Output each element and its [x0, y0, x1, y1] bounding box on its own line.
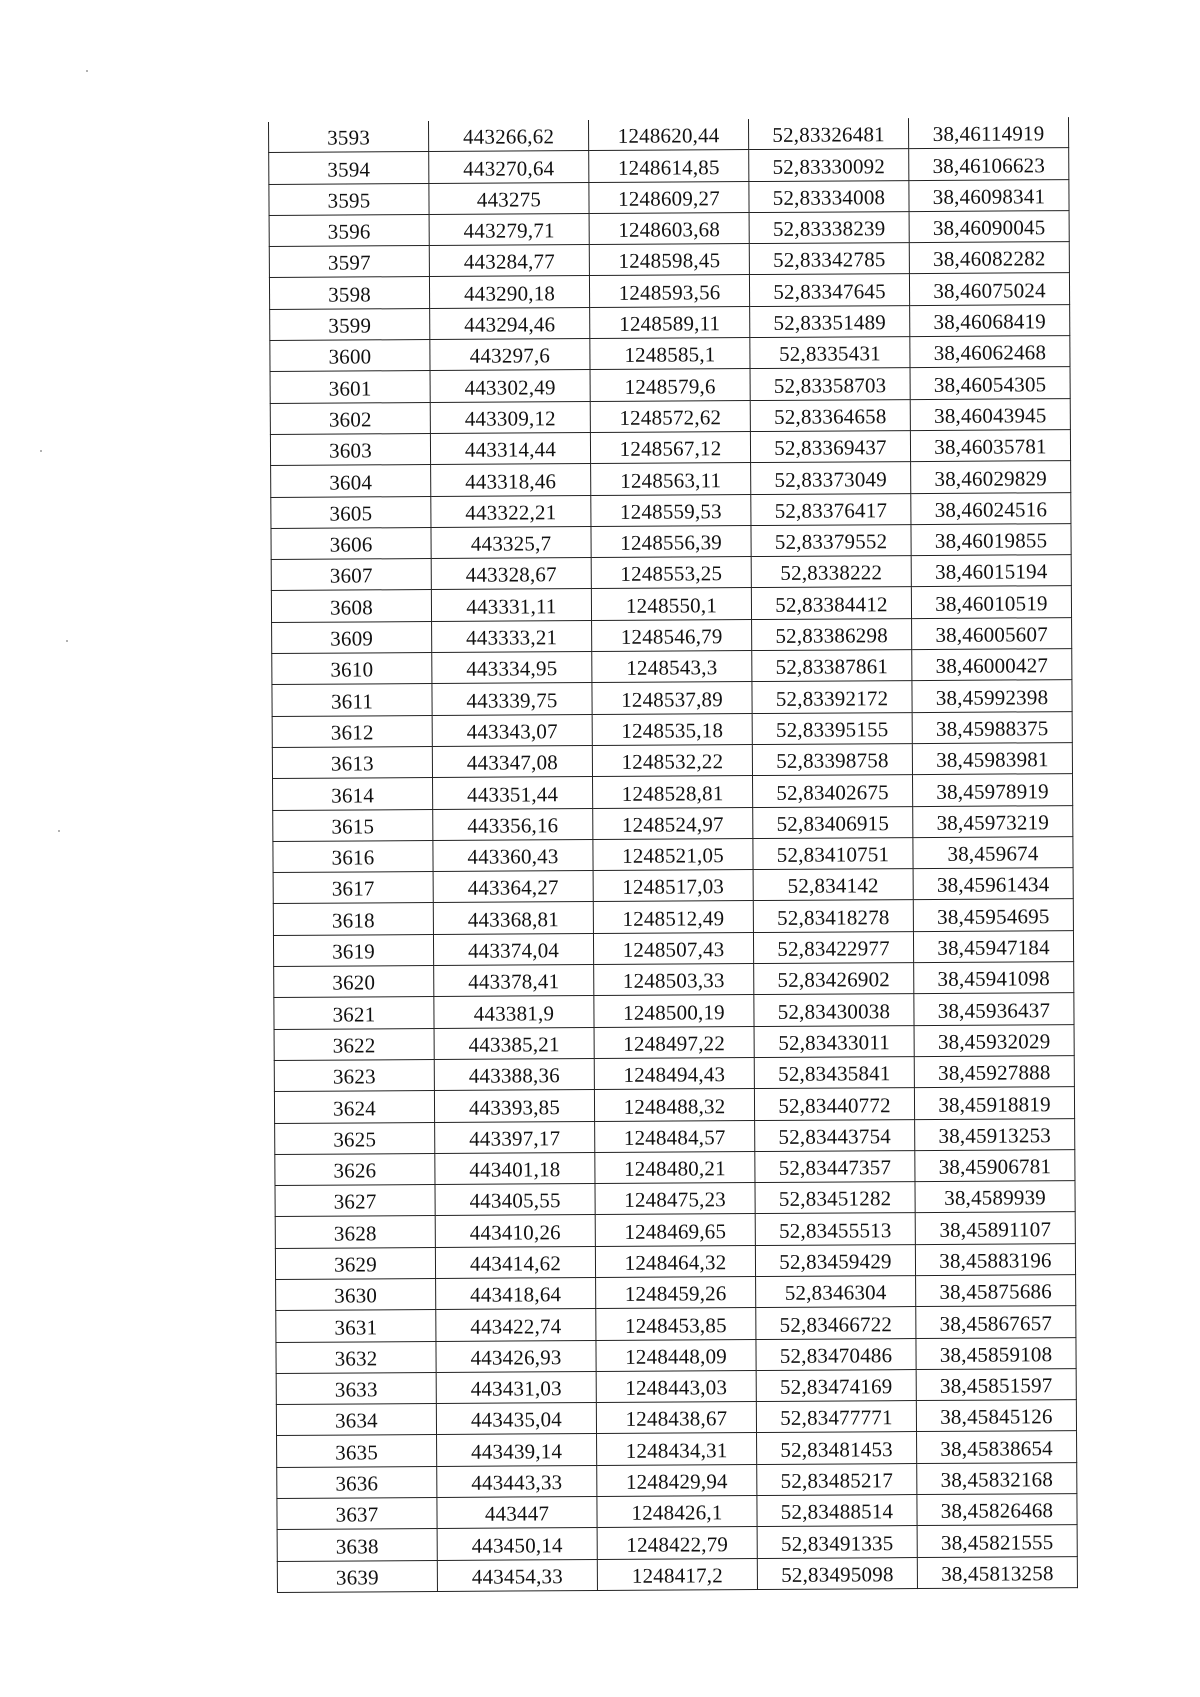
y-coordinate-cell: 1248507,43: [593, 932, 753, 964]
longitude-cell: 38,4589939: [915, 1181, 1075, 1213]
longitude-cell: 38,45838654: [917, 1431, 1077, 1463]
y-coordinate-cell: 1248585,1: [590, 338, 750, 370]
y-coordinate-cell: 1248572,62: [590, 400, 750, 432]
latitude-cell: 52,83326481: [748, 118, 908, 150]
latitude-cell: 52,83369437: [750, 431, 910, 463]
y-coordinate-cell: 1248512,49: [593, 901, 753, 933]
point-number-cell: 3623: [274, 1059, 434, 1091]
latitude-cell: 52,83422977: [753, 931, 913, 963]
x-coordinate-cell: 443284,77: [429, 245, 589, 277]
x-coordinate-cell: 443414,62: [435, 1246, 595, 1278]
longitude-cell: 38,46068419: [910, 304, 1070, 336]
latitude-cell: 52,834142: [753, 869, 913, 901]
x-coordinate-cell: 443374,04: [433, 933, 593, 965]
x-coordinate-cell: 443418,64: [436, 1278, 596, 1310]
y-coordinate-cell: 1248598,45: [589, 244, 749, 276]
latitude-cell: 52,8346304: [756, 1276, 916, 1308]
longitude-cell: 38,45947184: [913, 930, 1073, 962]
latitude-cell: 52,83435841: [754, 1056, 914, 1088]
table-row: [269, 117, 1069, 153]
table-row: [269, 273, 1069, 309]
x-coordinate-cell: 443381,9: [434, 996, 594, 1028]
y-coordinate-cell: 1248593,56: [589, 275, 749, 307]
table-row: [271, 461, 1071, 497]
point-number-cell: 3620: [274, 966, 434, 998]
table-row: [271, 555, 1071, 591]
latitude-cell: 52,83379552: [751, 524, 911, 556]
x-coordinate-cell: 443405,55: [435, 1184, 595, 1216]
latitude-cell: 52,83488514: [757, 1495, 917, 1527]
y-coordinate-cell: 1248563,11: [591, 463, 751, 495]
latitude-cell: 52,83364658: [750, 399, 910, 431]
x-coordinate-cell: 443435,04: [436, 1403, 596, 1435]
table-row: [272, 649, 1072, 685]
table-row: [270, 304, 1070, 340]
point-number-cell: 3638: [277, 1529, 437, 1561]
table-row: [274, 1024, 1074, 1060]
x-coordinate-cell: 443343,07: [432, 714, 592, 746]
table-row: [275, 1181, 1075, 1217]
longitude-cell: 38,46019855: [911, 523, 1071, 555]
scan-speck: [40, 450, 42, 452]
latitude-cell: 52,83406915: [753, 806, 913, 838]
longitude-cell: 38,45941098: [914, 962, 1074, 994]
longitude-cell: 38,46054305: [910, 367, 1070, 399]
table-row: [276, 1400, 1076, 1436]
longitude-cell: 38,46062468: [910, 336, 1070, 368]
y-coordinate-cell: 1248550,1: [591, 588, 751, 620]
point-number-cell: 3613: [272, 746, 432, 778]
table-row: [277, 1556, 1077, 1592]
table-row: [275, 1118, 1075, 1154]
y-coordinate-cell: 1248438,67: [596, 1402, 756, 1434]
y-coordinate-cell: 1248537,89: [592, 682, 752, 714]
y-coordinate-cell: 1248567,12: [590, 432, 750, 464]
latitude-cell: 52,83474169: [756, 1369, 916, 1401]
table-row: [275, 1149, 1075, 1185]
latitude-cell: 52,83451282: [755, 1182, 915, 1214]
longitude-cell: 38,45826468: [917, 1494, 1077, 1526]
table-row: [271, 492, 1071, 528]
x-coordinate-cell: 443270,64: [429, 151, 589, 183]
point-number-cell: 3626: [275, 1153, 435, 1185]
x-coordinate-cell: 443385,21: [434, 1027, 594, 1059]
latitude-cell: 52,8338222: [751, 556, 911, 588]
table-row: [270, 430, 1070, 466]
point-number-cell: 3594: [269, 152, 429, 184]
point-number-cell: 3627: [275, 1185, 435, 1217]
longitude-cell: 38,46043945: [910, 398, 1070, 430]
latitude-cell: 52,83402675: [753, 775, 913, 807]
point-number-cell: 3634: [276, 1404, 436, 1436]
x-coordinate-cell: 443294,46: [430, 307, 590, 339]
longitude-cell: 38,45913253: [915, 1118, 1075, 1150]
x-coordinate-cell: 443388,36: [434, 1058, 594, 1090]
point-number-cell: 3629: [275, 1247, 435, 1279]
scan-speck: [86, 70, 88, 72]
y-coordinate-cell: 1248488,32: [594, 1089, 754, 1121]
point-number-cell: 3606: [271, 527, 431, 559]
latitude-cell: 52,83392172: [752, 681, 912, 713]
y-coordinate-cell: 1248553,25: [591, 557, 751, 589]
point-number-cell: 3595: [269, 183, 429, 215]
point-number-cell: 3631: [276, 1310, 436, 1342]
table-row: [277, 1525, 1077, 1561]
point-number-cell: 3611: [272, 684, 432, 716]
longitude-cell: 38,45821555: [917, 1525, 1077, 1557]
point-number-cell: 3617: [273, 872, 433, 904]
scan-speck: [58, 830, 60, 832]
table-row: [273, 774, 1073, 810]
y-coordinate-cell: 1248475,23: [595, 1183, 755, 1215]
coordinates-table: [268, 117, 1078, 1593]
x-coordinate-cell: 443378,41: [434, 965, 594, 997]
table-row: [269, 179, 1069, 215]
latitude-cell: 52,83491335: [757, 1526, 917, 1558]
y-coordinate-cell: 1248579,6: [590, 369, 750, 401]
x-coordinate-cell: 443351,44: [433, 777, 593, 809]
latitude-cell: 52,83430038: [754, 994, 914, 1026]
y-coordinate-cell: 1248426,1: [597, 1496, 757, 1528]
point-number-cell: 3625: [275, 1122, 435, 1154]
longitude-cell: 38,46029829: [911, 461, 1071, 493]
longitude-cell: 38,45954695: [913, 899, 1073, 931]
x-coordinate-cell: 443347,08: [432, 745, 592, 777]
latitude-cell: 52,83347645: [749, 274, 909, 306]
table-row: [270, 398, 1070, 434]
y-coordinate-cell: 1248524,97: [593, 807, 753, 839]
x-coordinate-cell: 443333,21: [432, 620, 592, 652]
table-row: [276, 1306, 1076, 1342]
x-coordinate-cell: 443339,75: [432, 683, 592, 715]
y-coordinate-cell: 1248543,3: [592, 651, 752, 683]
longitude-cell: 38,459674: [913, 836, 1073, 868]
point-number-cell: 3602: [270, 402, 430, 434]
latitude-cell: 52,83410751: [753, 837, 913, 869]
table-row: [274, 962, 1074, 998]
latitude-cell: 52,8335431: [750, 337, 910, 369]
table-row: [272, 711, 1072, 747]
x-coordinate-cell: 443279,71: [429, 213, 589, 245]
y-coordinate-cell: 1248422,79: [597, 1527, 757, 1559]
longitude-cell: 38,46024516: [911, 492, 1071, 524]
longitude-cell: 38,45973219: [913, 805, 1073, 837]
y-coordinate-cell: 1248589,11: [590, 306, 750, 338]
table-row: [277, 1494, 1077, 1530]
y-coordinate-cell: 1248609,27: [589, 181, 749, 213]
table-row: [272, 617, 1072, 653]
y-coordinate-cell: 1248535,18: [592, 713, 752, 745]
x-coordinate-cell: 443328,67: [431, 558, 591, 590]
point-number-cell: 3622: [274, 1028, 434, 1060]
y-coordinate-cell: 1248603,68: [589, 212, 749, 244]
x-coordinate-cell: 443443,33: [437, 1465, 597, 1497]
point-number-cell: 3610: [272, 653, 432, 685]
longitude-cell: 38,45932029: [914, 1024, 1074, 1056]
table-row: [273, 868, 1073, 904]
longitude-cell: 38,45813258: [917, 1556, 1077, 1588]
point-number-cell: 3618: [273, 903, 433, 935]
x-coordinate-cell: 443439,14: [437, 1434, 597, 1466]
point-number-cell: 3616: [273, 840, 433, 872]
point-number-cell: 3601: [270, 371, 430, 403]
latitude-cell: 52,83398758: [752, 744, 912, 776]
x-coordinate-cell: 443290,18: [429, 276, 589, 308]
latitude-cell: 52,83418278: [753, 900, 913, 932]
y-coordinate-cell: 1248464,32: [595, 1245, 755, 1277]
point-number-cell: 3596: [269, 214, 429, 246]
x-coordinate-cell: 443397,17: [435, 1121, 595, 1153]
longitude-cell: 38,46000427: [912, 649, 1072, 681]
latitude-cell: 52,83481453: [757, 1432, 917, 1464]
table-row: [273, 899, 1073, 935]
longitude-cell: 38,46075024: [909, 273, 1069, 305]
x-coordinate-cell: 443322,21: [431, 495, 591, 527]
point-number-cell: 3633: [276, 1372, 436, 1404]
point-number-cell: 3632: [276, 1341, 436, 1373]
latitude-cell: 52,83338239: [749, 211, 909, 243]
point-number-cell: 3609: [272, 621, 432, 653]
point-number-cell: 3619: [273, 934, 433, 966]
y-coordinate-cell: 1248521,05: [593, 838, 753, 870]
point-number-cell: 3630: [276, 1278, 436, 1310]
y-coordinate-cell: 1248429,94: [597, 1464, 757, 1496]
point-number-cell: 3636: [277, 1466, 437, 1498]
x-coordinate-cell: 443410,26: [435, 1215, 595, 1247]
latitude-cell: 52,83395155: [752, 712, 912, 744]
longitude-cell: 38,46005607: [912, 617, 1072, 649]
point-number-cell: 3608: [271, 590, 431, 622]
latitude-cell: 52,83376417: [751, 493, 911, 525]
point-number-cell: 3615: [273, 809, 433, 841]
x-coordinate-cell: 443334,95: [432, 652, 592, 684]
point-number-cell: 3605: [271, 496, 431, 528]
latitude-cell: 52,83443754: [755, 1119, 915, 1151]
table-row: [270, 367, 1070, 403]
latitude-cell: 52,83447357: [755, 1150, 915, 1182]
table-row: [273, 836, 1073, 872]
x-coordinate-cell: 443431,03: [436, 1371, 596, 1403]
point-number-cell: 3635: [277, 1435, 437, 1467]
point-number-cell: 3639: [277, 1560, 437, 1592]
longitude-cell: 38,45875686: [916, 1275, 1076, 1307]
y-coordinate-cell: 1248532,22: [592, 744, 752, 776]
latitude-cell: 52,83440772: [754, 1088, 914, 1120]
x-coordinate-cell: 443368,81: [433, 902, 593, 934]
latitude-cell: 52,83387861: [752, 650, 912, 682]
table-row: [275, 1243, 1075, 1279]
x-coordinate-cell: 443331,11: [431, 589, 591, 621]
longitude-cell: 38,46035781: [910, 430, 1070, 462]
longitude-cell: 38,46098341: [909, 179, 1069, 211]
longitude-cell: 38,45927888: [914, 1055, 1074, 1087]
longitude-cell: 38,46114919: [908, 117, 1068, 149]
latitude-cell: 52,83358703: [750, 368, 910, 400]
x-coordinate-cell: 443422,74: [436, 1309, 596, 1341]
table-row: [276, 1368, 1076, 1404]
table-row: [274, 1055, 1074, 1091]
longitude-cell: 38,46106623: [909, 148, 1069, 180]
point-number-cell: 3598: [269, 277, 429, 309]
point-number-cell: 3614: [273, 778, 433, 810]
table-row: [269, 210, 1069, 246]
latitude-cell: 52,83459429: [755, 1244, 915, 1276]
point-number-cell: 3612: [272, 715, 432, 747]
y-coordinate-cell: 1248494,43: [594, 1057, 754, 1089]
y-coordinate-cell: 1248497,22: [594, 1026, 754, 1058]
point-number-cell: 3593: [269, 121, 429, 153]
latitude-cell: 52,83384412: [751, 587, 911, 619]
x-coordinate-cell: 443314,44: [430, 433, 590, 465]
latitude-cell: 52,83330092: [749, 149, 909, 181]
y-coordinate-cell: 1248517,03: [593, 870, 753, 902]
y-coordinate-cell: 1248417,2: [597, 1558, 757, 1590]
longitude-cell: 38,45978919: [912, 774, 1072, 806]
y-coordinate-cell: 1248500,19: [594, 995, 754, 1027]
table-row: [274, 993, 1074, 1029]
x-coordinate-cell: 443401,18: [435, 1152, 595, 1184]
longitude-cell: 38,45867657: [916, 1306, 1076, 1338]
table-row: [273, 805, 1073, 841]
x-coordinate-cell: 443364,27: [433, 871, 593, 903]
latitude-cell: 52,83470486: [756, 1338, 916, 1370]
table-row: [273, 930, 1073, 966]
x-coordinate-cell: 443325,7: [431, 526, 591, 558]
x-coordinate-cell: 443302,49: [430, 370, 590, 402]
y-coordinate-cell: 1248480,21: [595, 1151, 755, 1183]
longitude-cell: 38,45992398: [912, 680, 1072, 712]
latitude-cell: 52,83466722: [756, 1307, 916, 1339]
point-number-cell: 3637: [277, 1498, 437, 1530]
y-coordinate-cell: 1248503,33: [594, 964, 754, 996]
longitude-cell: 38,45936437: [914, 993, 1074, 1025]
longitude-cell: 38,45961434: [913, 868, 1073, 900]
table-row: [274, 1087, 1074, 1123]
x-coordinate-cell: 443309,12: [430, 401, 590, 433]
x-coordinate-cell: 443393,85: [434, 1090, 594, 1122]
point-number-cell: 3621: [274, 997, 434, 1029]
x-coordinate-cell: 443426,93: [436, 1340, 596, 1372]
table-row: [271, 523, 1071, 559]
latitude-cell: 52,83426902: [754, 963, 914, 995]
longitude-cell: 38,45832168: [917, 1462, 1077, 1494]
scan-speck: [66, 640, 68, 642]
longitude-cell: 38,46015194: [911, 555, 1071, 587]
y-coordinate-cell: 1248559,53: [591, 494, 751, 526]
table-row: [270, 336, 1070, 372]
y-coordinate-cell: 1248469,65: [595, 1214, 755, 1246]
point-number-cell: 3603: [270, 433, 430, 465]
longitude-cell: 38,45906781: [915, 1149, 1075, 1181]
point-number-cell: 3628: [275, 1216, 435, 1248]
y-coordinate-cell: 1248528,81: [593, 776, 753, 808]
point-number-cell: 3607: [271, 559, 431, 591]
longitude-cell: 38,45859108: [916, 1337, 1076, 1369]
y-coordinate-cell: 1248620,44: [588, 119, 748, 151]
y-coordinate-cell: 1248614,85: [589, 150, 749, 182]
x-coordinate-cell: 443356,16: [433, 808, 593, 840]
point-number-cell: 3624: [274, 1091, 434, 1123]
x-coordinate-cell: 443275: [429, 182, 589, 214]
longitude-cell: 38,45891107: [915, 1212, 1075, 1244]
longitude-cell: 38,45983981: [912, 743, 1072, 775]
latitude-cell: 52,83334008: [749, 180, 909, 212]
table-row: [276, 1337, 1076, 1373]
point-number-cell: 3600: [270, 340, 430, 372]
longitude-cell: 38,45918819: [914, 1087, 1074, 1119]
point-number-cell: 3604: [271, 465, 431, 497]
x-coordinate-cell: 443360,43: [433, 839, 593, 871]
table-row: [271, 586, 1071, 622]
x-coordinate-cell: 443266,62: [428, 120, 588, 152]
x-coordinate-cell: 443450,14: [437, 1528, 597, 1560]
longitude-cell: 38,46010519: [911, 586, 1071, 618]
longitude-cell: 38,45988375: [912, 711, 1072, 743]
table-row: [275, 1212, 1075, 1248]
longitude-cell: 38,45851597: [916, 1368, 1076, 1400]
latitude-cell: 52,83351489: [750, 305, 910, 337]
x-coordinate-cell: 443318,46: [431, 464, 591, 496]
longitude-cell: 38,45883196: [915, 1243, 1075, 1275]
coordinates-table-body: [269, 117, 1078, 1592]
y-coordinate-cell: 1248453,85: [596, 1308, 756, 1340]
latitude-cell: 52,83342785: [749, 243, 909, 275]
table-row: [269, 148, 1069, 184]
y-coordinate-cell: 1248484,57: [595, 1120, 755, 1152]
longitude-cell: 38,46090045: [909, 210, 1069, 242]
y-coordinate-cell: 1248546,79: [592, 619, 752, 651]
latitude-cell: 52,83485217: [757, 1463, 917, 1495]
table-row: [276, 1275, 1076, 1311]
table-row: [269, 242, 1069, 278]
table-row: [272, 743, 1072, 779]
latitude-cell: 52,83495098: [757, 1557, 917, 1589]
table-row: [272, 680, 1072, 716]
y-coordinate-cell: 1248443,03: [596, 1370, 756, 1402]
latitude-cell: 52,83373049: [751, 462, 911, 494]
table-row: [277, 1462, 1077, 1498]
y-coordinate-cell: 1248448,09: [596, 1339, 756, 1371]
x-coordinate-cell: 443297,6: [430, 339, 590, 371]
y-coordinate-cell: 1248556,39: [591, 525, 751, 557]
y-coordinate-cell: 1248434,31: [597, 1433, 757, 1465]
x-coordinate-cell: 443454,33: [437, 1559, 597, 1591]
latitude-cell: 52,83433011: [754, 1025, 914, 1057]
latitude-cell: 52,83455513: [755, 1213, 915, 1245]
table-row: [277, 1431, 1077, 1467]
latitude-cell: 52,83386298: [752, 618, 912, 650]
point-number-cell: 3599: [270, 308, 430, 340]
point-number-cell: 3597: [269, 246, 429, 278]
longitude-cell: 38,45845126: [916, 1400, 1076, 1432]
y-coordinate-cell: 1248459,26: [596, 1277, 756, 1309]
latitude-cell: 52,83477771: [756, 1401, 916, 1433]
longitude-cell: 38,46082282: [909, 242, 1069, 274]
x-coordinate-cell: 443447: [437, 1497, 597, 1529]
